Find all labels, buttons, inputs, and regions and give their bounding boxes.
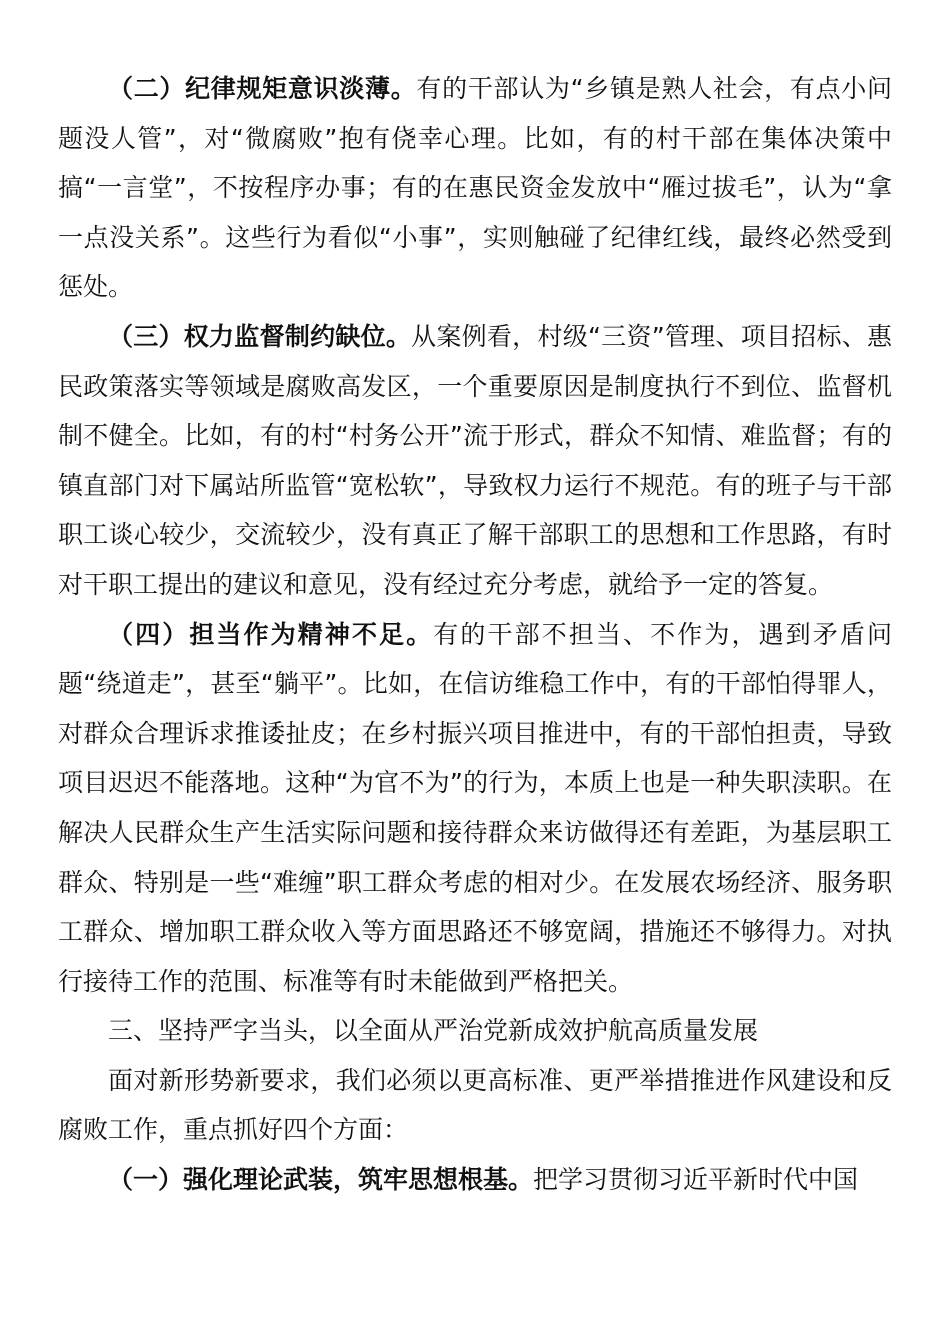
- paragraph-body: 从案例看，村级“三资”管理、项目招标、惠民政策落实等领域是腐败高发区，一个重要原因是制度执行不到位、监督机制不健全。比如，有的村“村务公开”流于形式，群众不知情、难监督；有的镇直部门对下属站所监管“宽松软”，导致权力运行不规范。有的班子与干部职工谈心较少，交流较少，没有真正了解干部职工的思想和工作思路，有时对干职工提出的建议和意见，没有经过充分考虑，就给予一定的答复。: [58, 321, 892, 599]
- paragraph-responsibility: [58, 610, 892, 1007]
- paragraph-theory: [58, 1155, 892, 1205]
- paragraph-body: 有的干部认为“乡镇是熟人社会，有点小问题没人管”，对“微腐败”抱有侥幸心理。比如，有的村干部在集体决策中搞“一言堂”，不按程序办事；有的在惠民资金发放中“雁过拔毛”，认为“拿一点没关系”。这些行为看似“小事”，实则触碰了纪律红线，最终必然受到惩处。: [58, 74, 892, 302]
- paragraph-heading: （三）权力监督制约缺位。: [108, 321, 412, 351]
- paragraph-heading: （二）纪律规矩意识淡薄。: [108, 74, 417, 103]
- section-title: 三、坚持严字当头，以全面从严治党新成效护航高质量发展: [108, 1016, 759, 1046]
- section-intro: 面对新形势新要求，我们必须以更高标准、更严举措推进作风建设和反腐败工作，重点抓好四个方面：: [58, 1065, 892, 1145]
- document-page: [58, 64, 892, 1205]
- paragraph-heading: （一）强化理论武装，筑牢思想根基。: [108, 1165, 534, 1195]
- paragraph-heading: （四）担当作为精神不足。: [108, 619, 434, 649]
- paragraph-discipline: [58, 64, 892, 312]
- paragraph-body: 把学习贯彻习近平新时代中国: [533, 1165, 859, 1195]
- paragraph-supervision: [58, 312, 892, 610]
- paragraph-body: 有的干部不担当、不作为，遇到矛盾问题“绕道走”，甚至“躺平”。比如，在信访维稳工作中，有的干部怕得罪人，对群众合理诉求推诿扯皮；在乡村振兴项目推进中，有的干部怕担责，导致项目迟迟不能落地。这种“为官不为”的行为，本质上也是一种失职渎职。在解决人民群众生产生活实际问题和接待群众来访做得还有差距，为基层职工群众、特别是一些“难缠”职工群众考虑的相对少。在发展农场经济、服务职工群众、增加职工群众收入等方面思路还不够宽阔，措施还不够得力。对执行接待工作的范围、标准等有时未能做到严格把关。: [58, 619, 892, 996]
